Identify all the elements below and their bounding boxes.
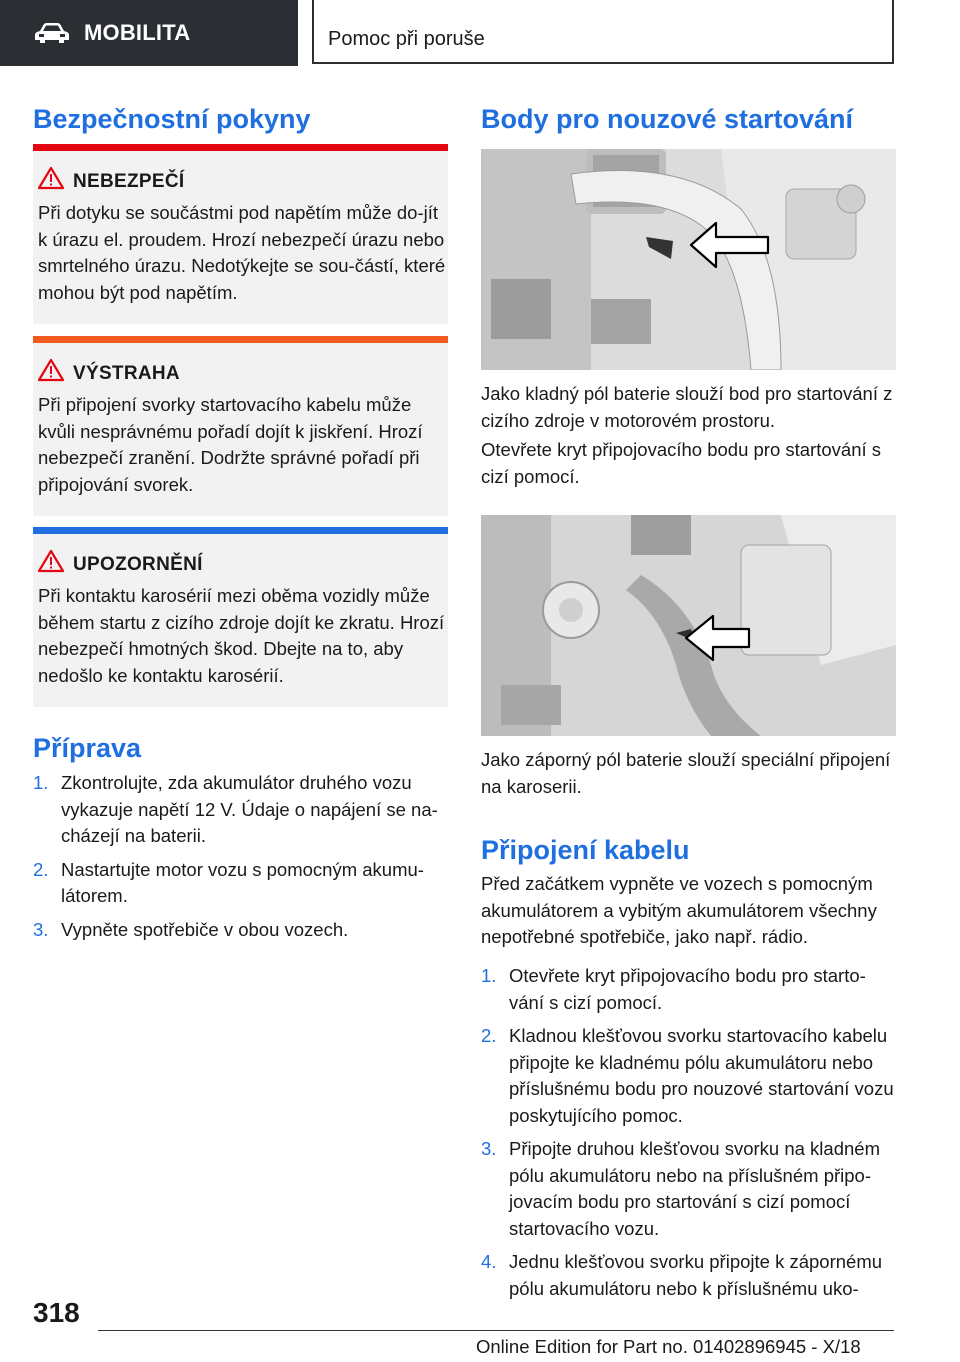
list-item: 2. Kladnou klešťovou svorku startovacího kabelu připojte ke kladnému pólu akumulátoru nebo příslušnému bodu pro nouzové startování vozu poskytujícího pomoc. — [481, 1025, 894, 1126]
danger-text: Při dotyku se součástmi pod napětím může do-jít k úrazu el. proudem. Hrozí nebezpečí úrazu nebo smrtelného úrazu. Nedotýkejte se sou-částí, které mohou být pod napětím. — [38, 202, 446, 303]
negative-pole-text: Jako záporný pól baterie slouží speciální připojení na karoserii. — [481, 749, 891, 797]
edition-text: Online Edition for Part no. 01402896945 - X/18 — [476, 1336, 861, 1357]
warning-notice — [33, 336, 448, 516]
prep-title: Příprava — [33, 733, 142, 763]
cable-title: Připojení kabelu — [481, 835, 690, 865]
caution-bar — [33, 527, 448, 534]
engine-bay-photo-positive — [481, 149, 896, 370]
warning-label: VÝSTRAHA — [73, 363, 180, 384]
cable-intro-text: Před začátkem vypněte ve vozech s pomocným akumulátorem a vybitým akumulátorem všechny nepotřebné spotřebiče, jako např. rádio. — [481, 873, 877, 947]
danger-bar — [33, 144, 448, 151]
danger-label: NEBEZPEČÍ — [73, 171, 185, 192]
caution-notice — [33, 527, 448, 707]
warning-triangle-icon — [37, 549, 65, 573]
list-item: 1. Zkontrolujte, zda akumulátor druhého vozu vykazuje napětí 12 V. Údaje o napájení se na-cházejí na baterii. — [33, 772, 438, 846]
open-cover-text: Otevřete kryt připojovacího bodu pro startování s cizí pomocí. — [481, 439, 882, 487]
caution-label: UPOZORNĚNÍ — [73, 554, 203, 575]
footer-divider — [98, 1330, 894, 1331]
list-item: 1. Otevřete kryt připojovacího bodu pro starto-vání s cizí pomocí. — [481, 965, 866, 1013]
warning-text: Při připojení svorky startovacího kabelu může kvůli nesprávnému pořadí dojít k jiskření. Hrozí nebezpečí zranění. Dodržte správné pořadí při připojování svorek. — [38, 394, 423, 495]
warning-triangle-icon — [37, 358, 65, 382]
page-header — [0, 0, 960, 66]
list-item: 2. Nastartujte motor vozu s pomocným akumu-látorem. — [33, 858, 424, 906]
positive-pole-text: Jako kladný pól baterie slouží bod pro startování z cizího zdroje v motorovém prostoru. — [481, 383, 893, 431]
chapter-tab — [0, 0, 298, 66]
warning-bar — [33, 336, 448, 343]
danger-notice — [33, 144, 448, 324]
list-item: 3. Vypněte spotřebiče v obou vozech. — [33, 918, 349, 940]
list-item: 4. Jednu klešťovou svorku připojte k zápornému pólu akumulátoru nebo k příslušnému uko- — [481, 1251, 883, 1299]
prep-steps — [33, 770, 448, 943]
chapter-title: MOBILITA — [84, 20, 191, 45]
caution-text: Při kontaktu karosérií mezi oběma vozidly může během startu z cizího zdroje dojít ke zkratu. Hrozí nebezpečí hmotných škod. Dbejte na to, aby nedošlo ke kontaktu karosérií. — [38, 585, 445, 686]
page-number: 318 — [33, 1297, 80, 1328]
car-icon — [34, 22, 70, 44]
section-box — [312, 0, 894, 64]
list-item: 3. Připojte druhou klešťovou svorku na kladném pólu akumulátoru nebo na příslušném připo-jovacím bodu pro startování s cizí pomocí startovacího vozu. — [481, 1138, 880, 1239]
safety-title: Bezpečnostní pokyny — [33, 104, 311, 134]
engine-bay-photo-negative — [481, 515, 896, 736]
section-title: Pomoc při poruše — [328, 28, 485, 50]
cable-steps — [481, 963, 896, 1302]
jump-points-title: Body pro nouzové startování — [481, 104, 854, 134]
warning-triangle-icon — [37, 166, 65, 190]
